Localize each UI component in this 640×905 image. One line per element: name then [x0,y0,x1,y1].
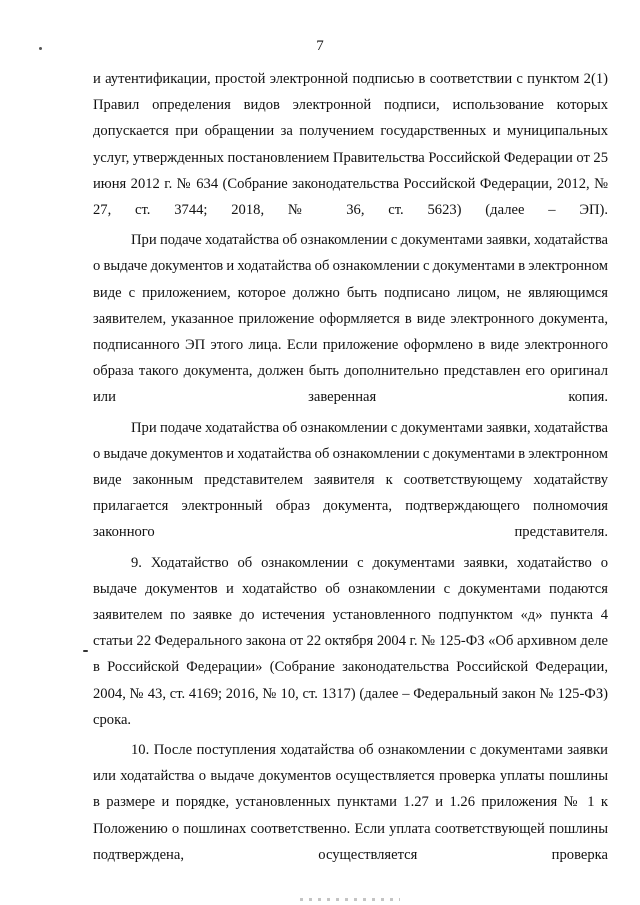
paragraph-item-9: 9. Ходатайство об ознакомлении с документами заявки, ходатайство о выдаче документов и ходатайство об ознакомлении с документами подаются заявителем по заявке до истечения установленного подпунктом «д» пункта 4 статьи 22 Федерального закона от 22 октября 2004 г. № 125-ФЗ «Об архивном деле в Российской Федерации» (Собрание законодательства Российской Федерации, 2004, № 43, ст. 4169; 2016, № 10, ст. 1317) (далее – Федеральный закон № 125-ФЗ) срока. [93,554,608,728]
paragraph-attachment: При подаче ходатайства об ознакомлении с документами заявки, ходатайства о выдаче документов и ходатайства об ознакомлении с документами в электронном виде с приложением, которое должно быть подписано лицом, не являющимся заявителем, указанное приложение оформляется в виде электронного документа, подписанного ЭП этого лица. Если приложение оформлено в виде электронного образа такого документа, должен быть дополнительно представлен его оригинал или заверенная копия. [93,232,608,406]
body-text [93,66,608,868]
scan-speck [83,650,88,652]
paragraph-continuation: и аутентификации, простой электронной подписью в соответствии с пунктом 2(1) Правил определения видов электронной подписи, использование которых допускается при обращении за получением государственных и муниципальных услуг, утвержденных постановлением Правительства Российской Федерации от 25 июня 2012 г. № 634 (Собрание законодательства Российской Федерации, 2012, № 27, ст. 3744; 2018, № 36, ст. 5623) (далее – ЭП). [93,71,608,219]
scan-edge-artifact [300,898,400,901]
paragraph-representative: При подаче ходатайства об ознакомлении с документами заявки, ходатайства о выдаче документов и ходатайства об ознакомлении с документами в электронном виде законным представителем заявителя к соответствующему ходатайству прилагается электронный образ документа, подтверждающего полномочия законного представителя. [93,419,608,541]
page-number: 7 [316,38,324,54]
paragraph-item-10: 10. После поступления ходатайства об ознакомлении с документами заявки или ходатайства о выдаче документов осуществляется проверка уплаты пошлины в размере и порядке, установленных пунктами 1.27 и 1.26 приложения № 1 к Положению о пошлинах соответственно. Если уплата соответствующей пошлины подтверждена, осуществляется проверка [93,742,608,863]
